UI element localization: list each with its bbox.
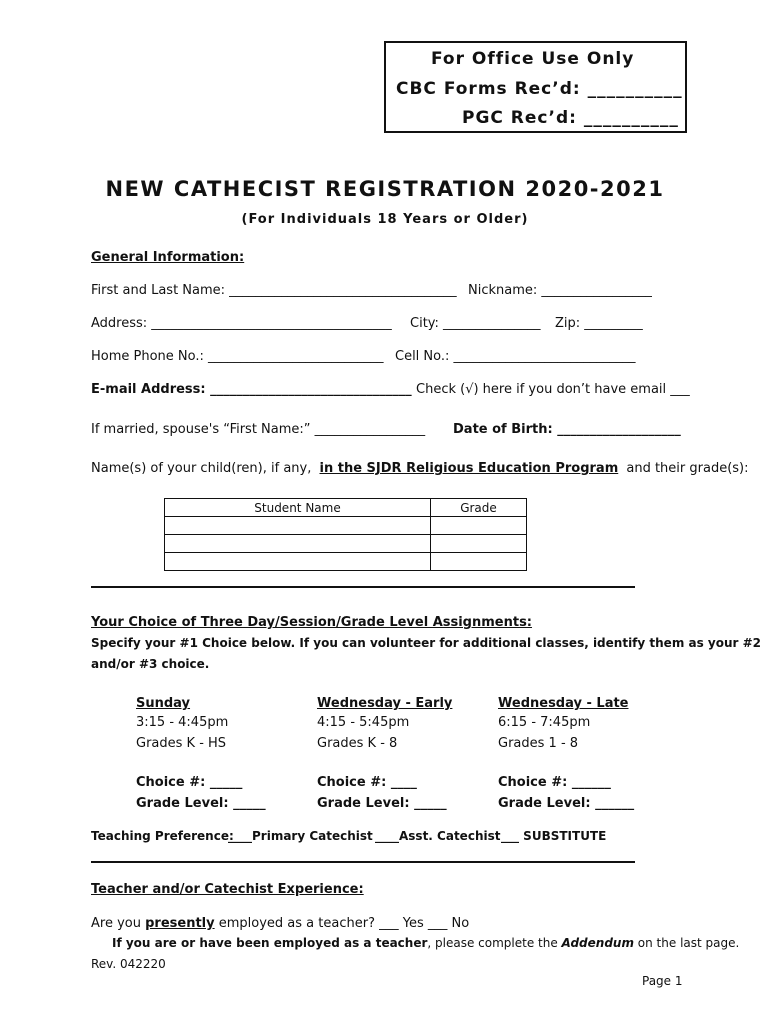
- general-info-heading: General Information:: [91, 250, 245, 265]
- presently-emphasis: presently: [145, 916, 215, 931]
- children-line: [91, 461, 749, 476]
- cell-field[interactable]: Cell No.: ____________________________: [395, 349, 636, 364]
- pgc-field[interactable]: PGC Rec’d: __________: [462, 108, 679, 128]
- address-field[interactable]: Address: _____________________________________: [91, 316, 392, 331]
- nickname-field[interactable]: Nickname: _________________: [468, 283, 652, 298]
- question-suffix: employed as a teacher? ___ Yes ___ No: [218, 916, 470, 931]
- page-number: Page 1: [642, 974, 683, 988]
- table-row: [165, 553, 527, 571]
- grade-level-field-wed-early[interactable]: Grade Level: _____: [317, 796, 447, 811]
- session-time-sunday: 3:15 - 4:45pm: [136, 715, 229, 730]
- choice-instruction-1: Specify your #1 Choice below. If you can volunteer for additional classes, identify them as your #2: [91, 636, 762, 650]
- table-header-row: [165, 499, 527, 517]
- divider: [91, 586, 635, 588]
- cbc-forms-field[interactable]: CBC Forms Rec’d: __________: [396, 79, 683, 99]
- office-use-title: For Office Use Only: [431, 49, 635, 69]
- city-field[interactable]: City: _______________: [410, 316, 541, 331]
- session-day-sunday: Sunday: [136, 696, 191, 711]
- zip-field[interactable]: Zip: _________: [555, 316, 643, 331]
- grade-cell[interactable]: [431, 553, 527, 571]
- no-email-checkbox[interactable]: Check (√) here if you don’t have email ___: [416, 382, 690, 397]
- addendum-note: [112, 936, 739, 950]
- grade-cell[interactable]: [431, 517, 527, 535]
- substitute-option[interactable]: ___ SUBSTITUTE: [501, 829, 607, 843]
- office-use-box: [384, 41, 687, 133]
- home-phone-field[interactable]: Home Phone No.: ___________________________: [91, 349, 384, 364]
- page-title: NEW CATHECIST REGISTRATION 2020-2021: [105, 177, 665, 201]
- choice-field-wed-early[interactable]: Choice #: ____: [317, 775, 417, 790]
- table-row: [165, 517, 527, 535]
- grade-cell[interactable]: [431, 535, 527, 553]
- teaching-preference-label: Teaching Preference:: [91, 829, 234, 843]
- children-table: [164, 498, 527, 571]
- employed-teacher-question[interactable]: [91, 916, 469, 931]
- addendum-bold: If you are or have been employed as a teacher: [112, 936, 428, 950]
- session-day-wed-late: Wednesday - Late: [498, 696, 629, 711]
- children-suffix: and their grade(s):: [626, 461, 749, 476]
- grade-level-field-sunday[interactable]: Grade Level: _____: [136, 796, 266, 811]
- revision-label: Rev. 042220: [91, 957, 166, 971]
- children-prefix: Name(s) of your child(ren), if any,: [91, 461, 312, 476]
- grade-level-field-wed-late[interactable]: Grade Level: ______: [498, 796, 635, 811]
- addendum-mid: , please complete the: [427, 936, 558, 950]
- asst-catechist-option[interactable]: ____Asst. Catechist: [375, 829, 501, 843]
- choice-field-sunday[interactable]: Choice #: _____: [136, 775, 243, 790]
- addendum-word: Addendum: [561, 936, 634, 950]
- student-name-header: Student Name: [165, 499, 431, 517]
- session-grades-wed-early: Grades K - 8: [317, 736, 398, 751]
- sjdr-program: in the SJDR Religious Education Program: [319, 461, 619, 476]
- name-field[interactable]: First and Last Name: ___________________________________: [91, 283, 457, 298]
- question-prefix: Are you: [91, 916, 141, 931]
- experience-heading: Teacher and/or Catechist Experience:: [91, 882, 364, 897]
- session-grades-wed-late: Grades 1 - 8: [498, 736, 579, 751]
- divider: [91, 861, 635, 863]
- page-subtitle: (For Individuals 18 Years or Older): [241, 212, 529, 227]
- email-field[interactable]: E-mail Address: _______________________________: [91, 382, 412, 397]
- choice-field-wed-late[interactable]: Choice #: ______: [498, 775, 611, 790]
- session-time-wed-early: 4:15 - 5:45pm: [317, 715, 410, 730]
- student-name-cell[interactable]: [165, 535, 431, 553]
- choice-heading: Your Choice of Three Day/Session/Grade Level Assignments:: [91, 615, 533, 630]
- session-day-wed-early: Wednesday - Early: [317, 696, 453, 711]
- student-name-cell[interactable]: [165, 517, 431, 535]
- primary-catechist-option[interactable]: ____Primary Catechist: [228, 829, 373, 843]
- spouse-name-field[interactable]: If married, spouse's “First Name:” _________________: [91, 422, 426, 437]
- student-name-cell[interactable]: [165, 553, 431, 571]
- grade-header: Grade: [431, 499, 527, 517]
- session-grades-sunday: Grades K - HS: [136, 736, 227, 751]
- table-row: [165, 535, 527, 553]
- addendum-end: on the last page.: [637, 936, 740, 950]
- session-time-wed-late: 6:15 - 7:45pm: [498, 715, 591, 730]
- choice-instruction-2: and/or #3 choice.: [91, 657, 210, 671]
- dob-field[interactable]: Date of Birth: ___________________: [453, 422, 681, 437]
